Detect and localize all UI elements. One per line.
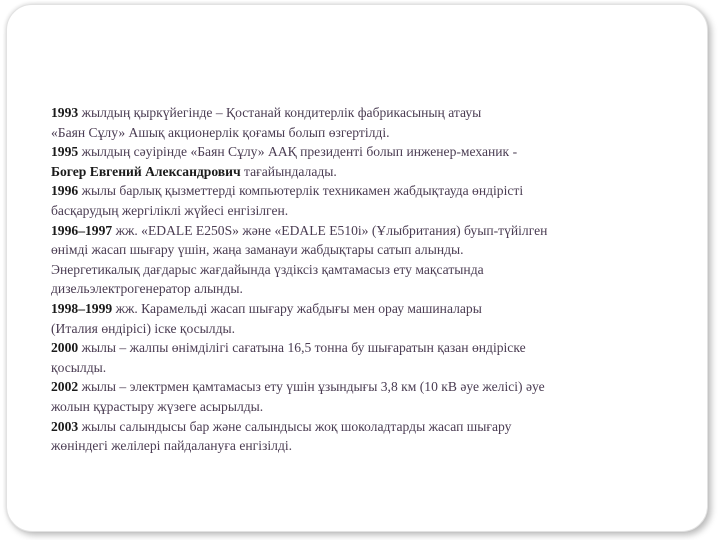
text-line bbox=[51, 240, 656, 260]
line-text: жылдың сәуірінде «Баян Сұлу» ААҚ президенті болып инженер-механик - bbox=[78, 144, 518, 160]
year-label: 2000 bbox=[51, 340, 79, 356]
line-text: басқарудың жергіліклі жүйесі енгізілген. bbox=[51, 202, 289, 218]
line-text: өнімді жасап шығару үшін, жаңа заманауи жабдықтары сатып алынды. bbox=[51, 242, 464, 258]
text-line bbox=[51, 358, 656, 378]
line-text: жж. «EDALE E250S» және «EDALE E510i» (Ұлыбритания) буып-түйілген bbox=[112, 222, 548, 238]
line-text: «Баян Сұлу» Ашық акционерлік қоғамы болып өзгертілді. bbox=[51, 124, 390, 140]
history-text bbox=[51, 103, 656, 456]
person-name: Богер Евгений Александрович bbox=[51, 163, 241, 179]
text-line bbox=[51, 221, 656, 241]
text-line bbox=[51, 142, 656, 162]
text-line bbox=[51, 397, 656, 417]
text-line bbox=[51, 299, 656, 319]
text-line bbox=[51, 338, 656, 358]
line-text: жолын құрастыру жүзеге асырылды. bbox=[51, 398, 264, 414]
line-text: жылы – жалпы өнімділігі сағатына 16,5 тонна бу шығаратын қазан өндіріске bbox=[78, 340, 526, 356]
text-line bbox=[51, 260, 656, 280]
line-text: жылы салындысы бар және салындысы жоқ шоколадтарды жасап шығару bbox=[78, 418, 512, 434]
text-line bbox=[51, 417, 656, 437]
line-text: жылдың қыркүйегінде – Қостанай кондитерлік фабрикасының атауы bbox=[78, 105, 482, 120]
text-line bbox=[51, 436, 656, 456]
line-text: (Италия өндірісі) іске қосылды. bbox=[51, 320, 236, 336]
line-text: жылы – электрмен қамтамасыз ету үшін ұзындығы 3,8 км (10 кВ әуе желісі) әуе bbox=[78, 379, 545, 395]
text-line bbox=[51, 103, 656, 123]
line-text: қосылды. bbox=[51, 359, 107, 375]
year-label: 1993 bbox=[51, 105, 79, 120]
line-text: жылы барлық қызметтерді компьютерлік техникамен жабдықтауда өндірісті bbox=[78, 183, 524, 199]
line-text: жөніндегі желілері пайдалануға енгізілді. bbox=[51, 438, 293, 454]
text-line bbox=[51, 319, 656, 339]
year-label: 1998–1999 bbox=[51, 300, 113, 316]
text-line bbox=[51, 162, 656, 182]
text-line bbox=[51, 181, 656, 201]
year-label: 1995 bbox=[51, 144, 79, 160]
text-line bbox=[51, 201, 656, 221]
year-label: 1996 bbox=[51, 183, 79, 199]
year-label: 1996–1997 bbox=[51, 222, 113, 238]
text-line bbox=[51, 123, 656, 143]
line-text: тағайындалады. bbox=[240, 163, 337, 179]
slide-card bbox=[6, 4, 708, 532]
year-label: 2002 bbox=[51, 379, 79, 395]
line-text: дизельэлектрогенератор алынды. bbox=[51, 281, 243, 297]
line-text: жж. Карамельді жасап шығару жабдығы мен орау машиналары bbox=[112, 300, 482, 316]
text-line bbox=[51, 279, 656, 299]
year-label: 2003 bbox=[51, 418, 79, 434]
line-text: Энергетикалық дағдарыс жағдайында үздіксіз қамтамасыз ету мақсатында bbox=[51, 261, 484, 277]
text-line bbox=[51, 377, 656, 397]
